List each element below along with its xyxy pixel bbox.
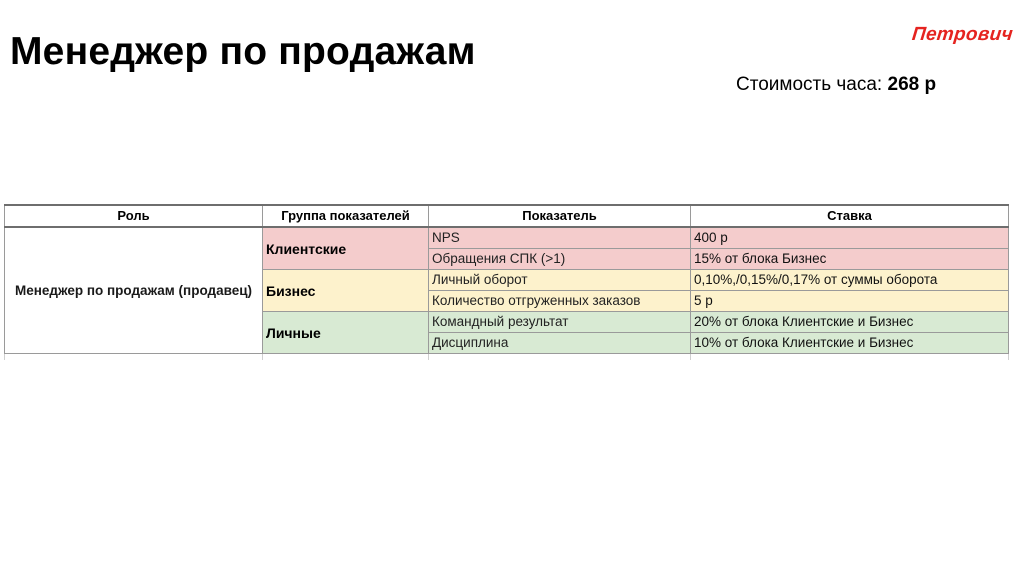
column-header-indicator[interactable]: Показатель <box>429 205 691 227</box>
table-header-row <box>5 205 1009 227</box>
indicator-cell[interactable]: Командный результат <box>429 312 691 333</box>
empty-cell[interactable] <box>429 354 691 361</box>
kpi-table-container <box>4 204 1012 362</box>
table-row <box>5 227 1009 249</box>
column-header-group[interactable]: Группа показателей <box>263 205 429 227</box>
hour-cost-value: 268 р <box>887 74 937 95</box>
indicator-cell[interactable]: Личный оборот <box>429 270 691 291</box>
indicator-cell[interactable]: NPS <box>429 227 691 249</box>
group-cell-business[interactable]: Бизнес <box>263 270 429 312</box>
column-header-rate[interactable]: Ставка <box>691 205 1009 227</box>
empty-cell[interactable] <box>263 354 429 361</box>
rate-cell[interactable]: 20% от блока Клиентские и Бизнес <box>691 312 1009 333</box>
indicator-cell[interactable]: Дисциплина <box>429 333 691 354</box>
empty-cell[interactable] <box>691 354 1009 361</box>
hour-cost-label: Стоимость часа: <box>736 74 883 95</box>
kpi-table <box>4 204 1009 360</box>
empty-row <box>5 354 1009 361</box>
rate-cell[interactable]: 5 р <box>691 291 1009 312</box>
group-cell-client[interactable]: Клиентские <box>263 227 429 270</box>
petrovich-logo: Петрович <box>910 24 1015 45</box>
rate-cell[interactable]: 15% от блока Бизнес <box>691 249 1009 270</box>
hour-cost <box>736 74 936 96</box>
group-cell-personal[interactable]: Личные <box>263 312 429 354</box>
rate-cell[interactable]: 400 р <box>691 227 1009 249</box>
role-cell[interactable]: Менеджер по продажам (продавец) <box>5 227 263 354</box>
indicator-cell[interactable]: Количество отгруженных заказов <box>429 291 691 312</box>
page-title: Менеджер по продажам <box>10 30 476 73</box>
indicator-cell[interactable]: Обращения СПК (>1) <box>429 249 691 270</box>
rate-cell[interactable]: 0,10%,/0,15%/0,17% от суммы оборота <box>691 270 1009 291</box>
rate-cell[interactable]: 10% от блока Клиентские и Бизнес <box>691 333 1009 354</box>
empty-cell[interactable] <box>5 354 263 361</box>
column-header-role[interactable]: Роль <box>5 205 263 227</box>
